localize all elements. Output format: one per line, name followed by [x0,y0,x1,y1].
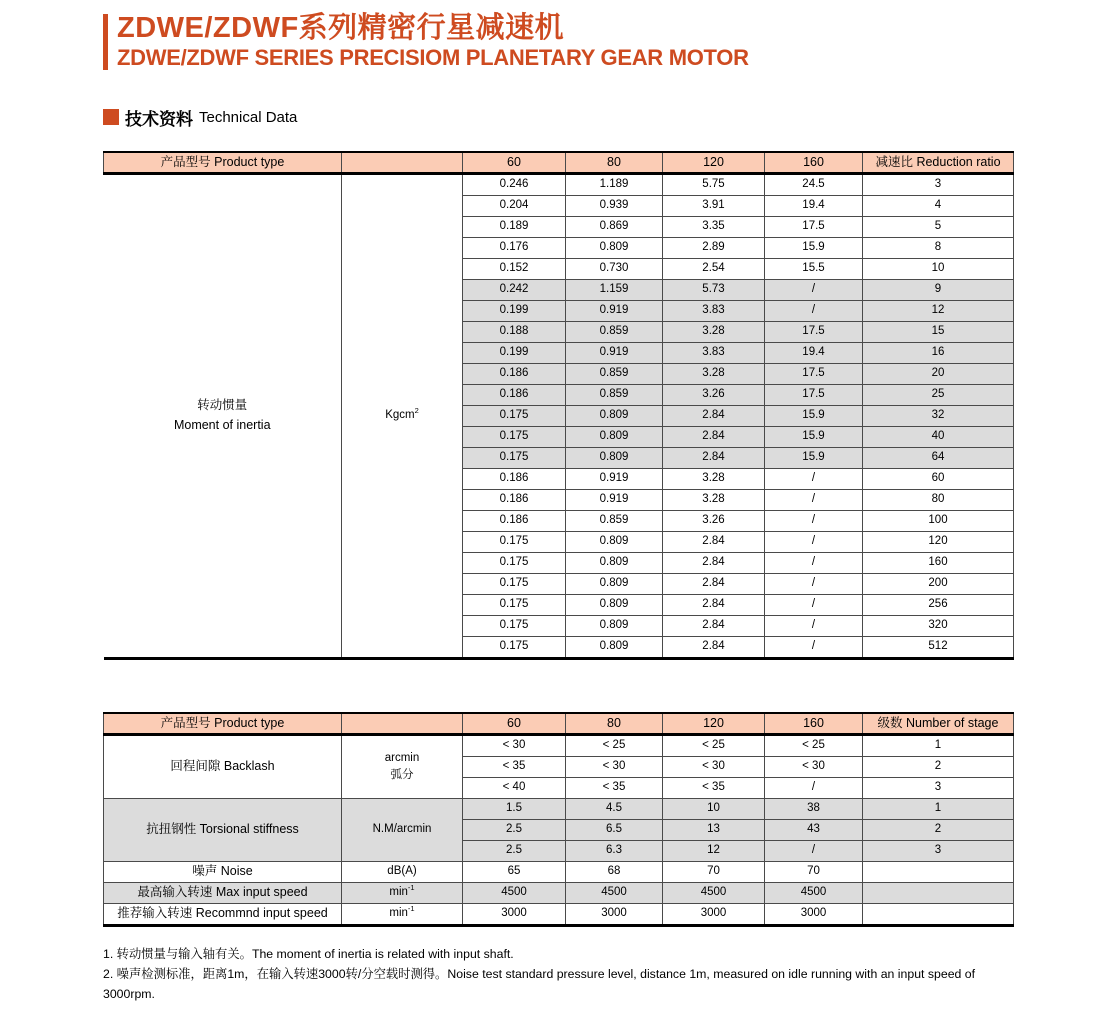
section-header [103,105,1013,130]
table-cell: 0.152 [463,258,566,279]
table-cell: 70 [765,861,863,882]
table-cell: 0.199 [463,342,566,363]
table-cell: 68 [566,861,663,882]
table-row [104,903,1014,925]
table-cell: Kgcm$^2$ [342,173,463,658]
table-cell: 256 [863,594,1014,615]
inertia-table-body [104,173,1014,658]
table-cell: 10 [663,798,765,819]
table-cell: 6.3 [566,840,663,861]
table-cell: 0.730 [566,258,663,279]
table-cell: 0.204 [463,195,566,216]
table-cell: / [765,468,863,489]
table-cell: 0.186 [463,363,566,384]
table-cell: 15.9 [765,237,863,258]
table-cell: / [765,777,863,798]
table-cell: 100 [863,510,1014,531]
header-cell: 160 [765,152,863,174]
table-cell: 25 [863,384,1014,405]
table-cell: 3 [863,173,1014,195]
table-cell: 4.5 [566,798,663,819]
table-cell: 0.809 [566,573,663,594]
table-cell: 0.809 [566,405,663,426]
table-cell: < 30 [765,756,863,777]
table-cell: 60 [863,468,1014,489]
table-cell: 16 [863,342,1014,363]
table-cell: 200 [863,573,1014,594]
table-cell: 0.869 [566,216,663,237]
table-cell: 3000 [463,903,566,925]
table-cell: 0.175 [463,552,566,573]
table-cell: 2.5 [463,840,566,861]
table-cell: 15.9 [765,405,863,426]
table-cell: 0.809 [566,426,663,447]
table-cell [863,882,1014,903]
table-cell: 推荐输入转速 Recommnd input speed [104,903,342,925]
table-cell: 40 [863,426,1014,447]
table-cell: 1 [863,798,1014,819]
table-cell: 320 [863,615,1014,636]
table-cell: 3.26 [663,384,765,405]
table-cell: 32 [863,405,1014,426]
table-cell: 19.4 [765,195,863,216]
table-header-row [104,152,1014,174]
table-header-row [104,713,1014,735]
header-cell: 160 [765,713,863,735]
table-cell: 2.84 [663,552,765,573]
table-cell: 0.186 [463,489,566,510]
table-row [104,882,1014,903]
table-cell: 120 [863,531,1014,552]
table-cell: 2.84 [663,405,765,426]
table-cell: 5.73 [663,279,765,300]
page-title-zh: ZDWE/ZDWF系列精密行星减速机 [117,12,565,44]
performance-table-body [104,734,1014,925]
table-cell: / [765,300,863,321]
table-cell: 1.159 [566,279,663,300]
table-cell: 3000 [765,903,863,925]
table-cell: 3.28 [663,468,765,489]
table-cell: < 40 [463,777,566,798]
table-cell: 160 [863,552,1014,573]
table-cell: 15.9 [765,426,863,447]
table-cell: 12 [863,300,1014,321]
table-cell: 9 [863,279,1014,300]
table-cell: 1 [863,734,1014,756]
table-cell: 0.809 [566,237,663,258]
table-cell: 0.859 [566,510,663,531]
section-title-zh: 技术资料 [125,109,193,129]
header-cell: 80 [566,152,663,174]
table-cell: 0.186 [463,510,566,531]
table-cell: 3.28 [663,489,765,510]
table-cell: / [765,552,863,573]
table-cell: 4500 [566,882,663,903]
table-cell: 3.35 [663,216,765,237]
table-cell: 0.919 [566,342,663,363]
table-cell: < 25 [663,734,765,756]
table-cell: $\min^{-1}$ [342,882,463,903]
table-cell: dB(A) [342,861,463,882]
performance-table [103,712,1014,927]
table-cell: 0.859 [566,363,663,384]
table-cell: 5.75 [663,173,765,195]
table-cell: 12 [663,840,765,861]
inertia-table [103,151,1014,660]
header-cell: 产品型号 Product type [104,152,342,174]
table-cell: 0.809 [566,552,663,573]
table-cell [863,861,1014,882]
section-marker-icon [103,109,119,125]
table-cell: 512 [863,636,1014,658]
table-cell: 0.919 [566,468,663,489]
table-cell: < 30 [566,756,663,777]
table-cell: 0.199 [463,300,566,321]
table-cell: 0.175 [463,573,566,594]
table-cell: 2.84 [663,636,765,658]
footnote: 2. 噪声检测标准，距离1m，在输入转速3000转/分空载时测得。Noise test standard pressure level, distance 1m, measured on idle running with an input speed of 3000rpm. [103,967,976,1002]
table-cell: 0.176 [463,237,566,258]
table-cell: / [765,279,863,300]
header-cell: 产品型号 Product type [104,713,342,735]
table-cell: 43 [765,819,863,840]
table-row [104,173,1014,195]
table-cell: 0.246 [463,173,566,195]
table-cell: 64 [863,447,1014,468]
table-row [104,734,1014,756]
table-cell: 17.5 [765,384,863,405]
table-cell: 回程间隙 Backlash [104,734,342,798]
table-cell: 2.84 [663,615,765,636]
table-cell: 0.809 [566,594,663,615]
table-cell: 17.5 [765,363,863,384]
table-cell: 13 [663,819,765,840]
table-cell: 4500 [663,882,765,903]
section-title-en: Technical Data [199,108,298,126]
table-cell: 38 [765,798,863,819]
table-cell: 0.175 [463,594,566,615]
table-cell: < 25 [566,734,663,756]
table-cell: 10 [863,258,1014,279]
table-cell [863,903,1014,925]
header-cell [342,152,463,174]
table-cell: / [765,489,863,510]
table-cell: 2.84 [663,594,765,615]
table-cell: 6.5 [566,819,663,840]
header-cell: 减速比 Reduction ratio [863,152,1014,174]
table-cell: 转动惯量 Moment of inertia [104,173,342,658]
table-cell: / [765,594,863,615]
table-cell: 65 [463,861,566,882]
table-cell: 2 [863,756,1014,777]
table-cell: 0.188 [463,321,566,342]
table-cell: 70 [663,861,765,882]
table-cell: 0.809 [566,615,663,636]
table-cell: 0.809 [566,447,663,468]
table-cell: 15.5 [765,258,863,279]
table-cell: 19.4 [765,342,863,363]
table-cell: < 35 [566,777,663,798]
header-cell: 60 [463,713,566,735]
table-cell: < 35 [463,756,566,777]
table-cell: 4 [863,195,1014,216]
header-cell: 80 [566,713,663,735]
table-cell: arcmin 弧分 [342,734,463,798]
header-cell [342,713,463,735]
header-cell: 60 [463,152,566,174]
table-cell: 3000 [663,903,765,925]
table-cell: 17.5 [765,321,863,342]
footnote: 1. 转动惯量与输入轴有关。The moment of inertia is related with input shaft. [103,946,514,961]
table-cell: / [765,573,863,594]
table-cell: 1.189 [566,173,663,195]
table-cell: 0.919 [566,300,663,321]
table-cell: 3.28 [663,321,765,342]
table-cell: 3.28 [663,363,765,384]
table-cell: 0.859 [566,321,663,342]
table-cell: 2.84 [663,426,765,447]
table-cell: 2.54 [663,258,765,279]
table-cell: 0.175 [463,405,566,426]
table-cell: 4500 [463,882,566,903]
table-cell: 3000 [566,903,663,925]
table-cell: 3.83 [663,342,765,363]
table-cell: 0.175 [463,531,566,552]
table-cell: 3 [863,840,1014,861]
table-cell: 0.809 [566,531,663,552]
table-cell: 噪声 Noise [104,861,342,882]
table-cell: / [765,636,863,658]
table-cell: 15 [863,321,1014,342]
header-cell: 级数 Number of stage [863,713,1014,735]
table-cell: 2.84 [663,573,765,594]
table-cell: 0.189 [463,216,566,237]
table-cell: 1.5 [463,798,566,819]
table-cell: 0.186 [463,468,566,489]
page-title-en: ZDWE/ZDWF SERIES PRECISIOM PLANETARY GEAR MOTOR [117,44,749,70]
table-cell: 2.84 [663,447,765,468]
table-cell: 3.83 [663,300,765,321]
table-cell: 17.5 [765,216,863,237]
title-block [103,14,1013,70]
table-cell: 0.809 [566,636,663,658]
table-cell: 20 [863,363,1014,384]
table-row [104,798,1014,819]
table-cell: 0.175 [463,615,566,636]
table-cell: 0.939 [566,195,663,216]
table-cell: 0.242 [463,279,566,300]
table-row [104,861,1014,882]
table-cell: 0.919 [566,489,663,510]
table-cell: 24.5 [765,173,863,195]
table-cell: 0.175 [463,636,566,658]
table-cell: 0.186 [463,384,566,405]
table-cell: $\min^{-1}$ [342,903,463,925]
table-cell: 15.9 [765,447,863,468]
table-cell: 80 [863,489,1014,510]
table-cell: < 30 [663,756,765,777]
table-cell: 4500 [765,882,863,903]
table-cell: 0.859 [566,384,663,405]
table-cell: < 35 [663,777,765,798]
table-cell: 2.84 [663,531,765,552]
table-cell: 0.175 [463,447,566,468]
table-cell: / [765,510,863,531]
table-cell: / [765,840,863,861]
table-cell: 2.89 [663,237,765,258]
table-cell: 3 [863,777,1014,798]
table-cell: 2.5 [463,819,566,840]
table-cell: 抗扭钢性 Torsional stiffness [104,798,342,861]
table-cell: < 30 [463,734,566,756]
table-cell: N.M/arcmin [342,798,463,861]
table-cell: 最高输入转速 Max input speed [104,882,342,903]
table-cell: 3.26 [663,510,765,531]
table-cell: 5 [863,216,1014,237]
table-cell: / [765,615,863,636]
footnotes [103,944,1013,1005]
table-cell: / [765,531,863,552]
table-cell: 8 [863,237,1014,258]
header-cell: 120 [663,713,765,735]
table-cell: 2 [863,819,1014,840]
header-cell: 120 [663,152,765,174]
table-cell: 3.91 [663,195,765,216]
table-cell: < 25 [765,734,863,756]
table-cell: 0.175 [463,426,566,447]
